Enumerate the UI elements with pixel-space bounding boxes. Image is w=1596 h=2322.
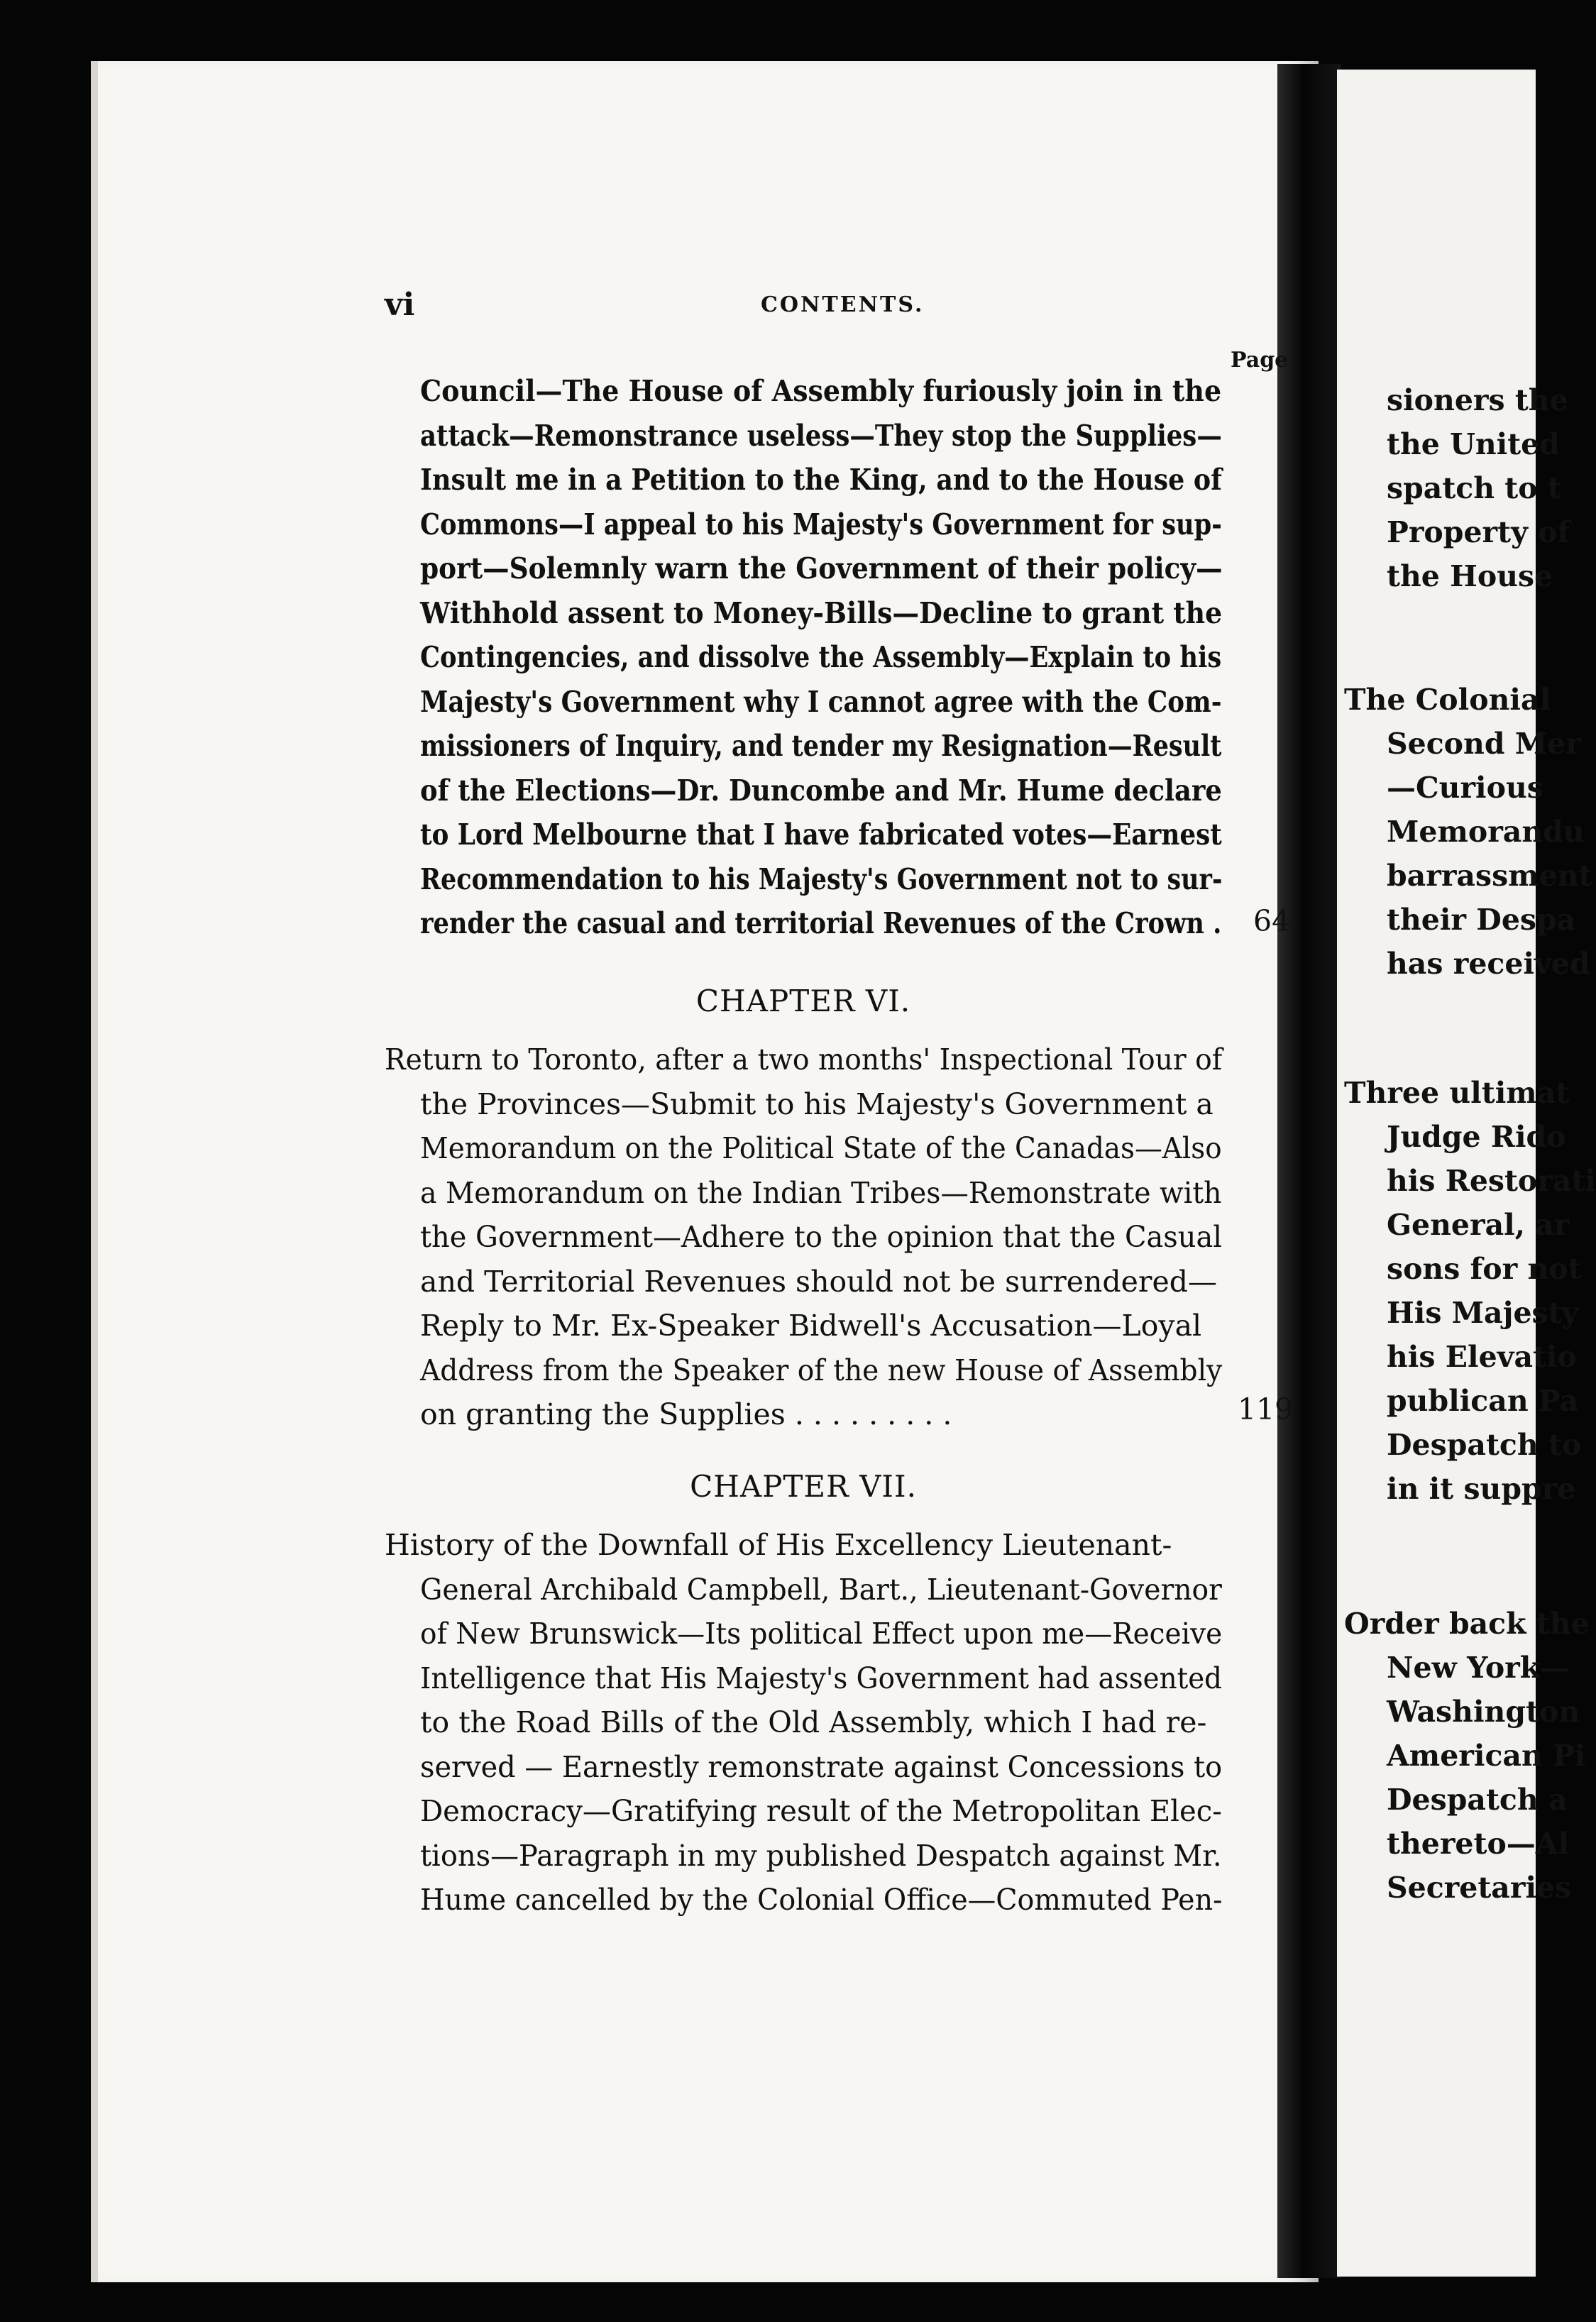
entry-line: Return to Toronto, after a two months' Inspectional Tour of: [385, 1042, 1223, 1077]
entry-line: Democracy—Gratifying result of the Metropolitan Elec-: [420, 1794, 1222, 1828]
page-number-119: 119: [1238, 1392, 1294, 1426]
right-page-line: New York—: [1387, 1651, 1570, 1685]
right-page-line: American Pi: [1387, 1739, 1586, 1773]
entry-line: of the Elections—Dr. Duncombe and Mr. Hume declare: [420, 773, 1222, 808]
right-page-line: spatch to t: [1387, 471, 1561, 505]
entry-line: render the casual and territorial Revenues of the Crown .: [420, 906, 1222, 940]
entry-line: of New Brunswick—Its political Effect upon me—Receive: [420, 1617, 1223, 1651]
right-page-line: Secretaries: [1387, 1871, 1572, 1905]
entry-line: Address from the Speaker of the new House of Assembly: [420, 1353, 1223, 1387]
entry-line: Intelligence that His Majesty's Government had assented: [420, 1661, 1223, 1695]
page-column-label: Page: [1231, 348, 1289, 373]
right-page-line: the House: [1387, 559, 1553, 593]
entry-line: Reply to Mr. Ex-Speaker Bidwell's Accusation—Loyal: [420, 1309, 1202, 1343]
entry-line: served — Earnestly remonstrate against Concessions to: [420, 1749, 1223, 1784]
entry-line: the Provinces—Submit to his Majesty's Government a: [420, 1086, 1213, 1121]
right-page-line: Despatch a: [1387, 1783, 1568, 1817]
right-page-line: thereto—Al: [1387, 1827, 1570, 1861]
right-page-line: The Colonial: [1344, 683, 1551, 717]
right-page-line: His Majesty: [1387, 1296, 1579, 1330]
right-page-line: their Despa: [1387, 903, 1576, 937]
right-page-line: Property of: [1387, 515, 1570, 549]
entry-line: attack—Remonstrance useless—They stop the Supplies—: [420, 418, 1222, 453]
entry-line: tions—Paragraph in my published Despatch against Mr.: [420, 1838, 1222, 1873]
entry-line: to the Road Bills of the Old Assembly, which I had re-: [420, 1705, 1207, 1739]
entry-line: the Government—Adhere to the opinion that the Casual: [420, 1220, 1223, 1254]
entry-line: Withhold assent to Money-Bills—Decline to grant the: [420, 595, 1223, 630]
right-page-line: the United: [1387, 427, 1560, 461]
entry-line: General Archibald Campbell, Bart., Lieutenant-Governor: [420, 1572, 1222, 1607]
entry-line: missioners of Inquiry, and tender my Resignation—Result: [420, 729, 1222, 763]
chapter-7-heading: CHAPTER VII.: [690, 1469, 917, 1504]
right-page-line: Memorandu: [1387, 815, 1585, 849]
entry-line: Insult me in a Petition to the King, and to the House of: [420, 463, 1222, 497]
right-page-line: has received: [1387, 947, 1590, 981]
right-page-line: Three ultimat: [1344, 1076, 1570, 1110]
right-page-line: in it suppre: [1387, 1472, 1576, 1506]
entry-line: port—Solemnly warn the Government of their policy—: [420, 551, 1223, 585]
entry-line: to Lord Melbourne that I have fabricated votes—Earnest: [420, 818, 1222, 852]
page-folio: vi: [385, 287, 415, 323]
right-page-line: Order back the: [1344, 1607, 1590, 1641]
entry-line: Council—The House of Assembly furiously join in the: [420, 374, 1222, 408]
entry-line: on granting the Supplies . . . . . . . . .: [420, 1397, 952, 1431]
entry-line: Contingencies, and dissolve the Assembly—Explain to his: [420, 640, 1222, 674]
chapter-6-entry: [385, 1038, 1222, 1437]
right-page-line: his Restorati: [1387, 1164, 1596, 1198]
entry-line: Memorandum on the Political State of the Canadas—Also: [420, 1131, 1222, 1165]
right-page-line: publican Pa: [1387, 1384, 1579, 1418]
page-number-64: 64: [1253, 904, 1291, 938]
entry-line: Hume cancelled by the Colonial Office—Commuted Pen-: [420, 1883, 1223, 1917]
right-page-line: Judge Rido: [1387, 1120, 1566, 1154]
right-page-line: —Curious: [1387, 771, 1543, 805]
entry-line: a Memorandum on the Indian Tribes—Remonstrate with: [420, 1175, 1222, 1210]
right-page-line: General, ar: [1387, 1208, 1570, 1242]
running-head: [385, 287, 1300, 373]
entry-line: Commons—I appeal to his Majesty's Government for sup-: [420, 507, 1222, 541]
right-page-line: sons for not: [1387, 1252, 1582, 1286]
entry-line: Majesty's Government why I cannot agree with the Com-: [420, 684, 1222, 719]
right-page-line: barrassment: [1387, 859, 1592, 893]
right-page: [1337, 70, 1596, 2277]
contents-entry-continued: [385, 369, 1222, 946]
right-page-line: Second Mer: [1387, 727, 1581, 761]
chapter-6-heading: CHAPTER VI.: [695, 984, 911, 1018]
book-gutter: [1277, 64, 1341, 2278]
right-page-line: Despatch to: [1387, 1428, 1582, 1462]
chapter-7-entry: [385, 1523, 1222, 1922]
right-page-line: his Elevatio: [1387, 1340, 1577, 1374]
entry-line: History of the Downfall of His Excellency Lieutenant-: [385, 1528, 1172, 1562]
entry-line: Recommendation to his Majesty's Government not to sur-: [420, 862, 1223, 896]
right-page-line: Washington: [1387, 1695, 1580, 1729]
running-head-title: CONTENTS.: [761, 292, 925, 317]
right-page-line: sioners the: [1387, 383, 1568, 417]
entry-line: and Territorial Revenues should not be surrendered—: [420, 1264, 1218, 1299]
